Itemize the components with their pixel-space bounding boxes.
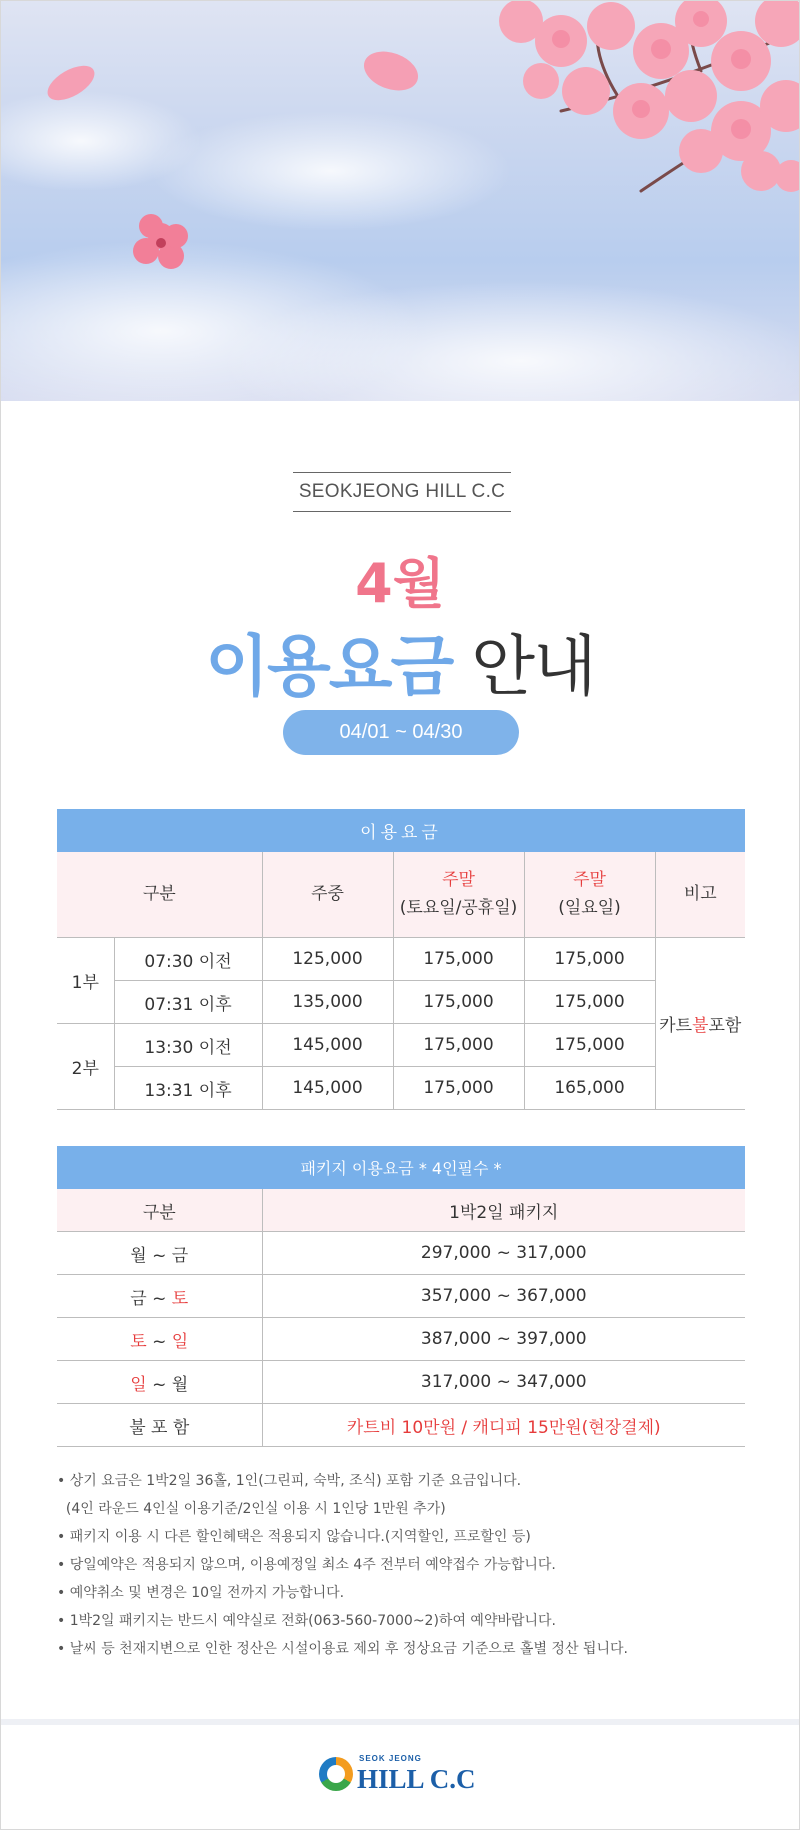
- logo-big-text: HILL C.C: [357, 1764, 476, 1794]
- note-line: • 1박2일 패키지는 반드시 예약실로 전화(063-560-7000~2)하여 예약바랍니다.: [57, 1613, 557, 1629]
- excluded-label: 불 포 함: [57, 1404, 262, 1447]
- rate-note-cell: [655, 938, 745, 1110]
- package-price: 387,000 ~ 397,000: [262, 1318, 745, 1361]
- rate-header-weekday: 주중: [262, 852, 393, 938]
- package-price: 357,000 ~ 367,000: [262, 1275, 745, 1318]
- day-sep: ~: [146, 1245, 172, 1266]
- brand-label: SEOKJEONG HILL C.C: [293, 472, 511, 512]
- weekday-price: 145,000: [262, 1024, 393, 1067]
- sun-price: 175,000: [524, 938, 655, 981]
- page-title: [1, 613, 799, 708]
- day-to: 일: [171, 1331, 189, 1352]
- sat-price: 175,000: [393, 1024, 524, 1067]
- day-from: 일: [130, 1374, 147, 1395]
- package-table-caption: 패키지 이용요금 * 4인필수 *: [57, 1147, 745, 1189]
- table-row: [57, 1232, 745, 1275]
- table-row: [57, 981, 745, 1024]
- sat-price: 175,000: [393, 1067, 524, 1110]
- logo-ring-icon: [319, 1757, 353, 1791]
- day-sep: ~: [146, 1288, 172, 1309]
- rate-header-sun-label: 주말: [573, 870, 606, 891]
- package-header-category: 구분: [57, 1189, 262, 1232]
- footer-logo: [319, 1753, 489, 1797]
- rate-header-note: 비고: [655, 852, 745, 938]
- part-label: 2부: [57, 1024, 114, 1110]
- note-line: • 당일예약은 적용되지 않으며, 이용예정일 최소 4주 전부터 예약접수 가능합니다.: [57, 1557, 556, 1573]
- title-highlight: 이용요금: [205, 628, 453, 705]
- period-badge: 04/01 ~ 04/30: [283, 710, 519, 755]
- sun-price: 175,000: [524, 981, 655, 1024]
- title-rest: 안내: [471, 628, 595, 705]
- day-from: 금: [130, 1288, 147, 1309]
- sat-price: 175,000: [393, 938, 524, 981]
- note-pre: 카트: [659, 1016, 693, 1036]
- package-price: 317,000 ~ 347,000: [262, 1361, 745, 1404]
- day-from: 토: [130, 1331, 147, 1352]
- day-sep: ~: [146, 1331, 172, 1352]
- note-line: • 패키지 이용 시 다른 할인혜택은 적용되지 않습니다.(지역할인, 프로할인 등): [57, 1529, 531, 1545]
- package-days: [57, 1275, 262, 1318]
- rate-header-category: 구분: [57, 852, 262, 938]
- rate-table: [57, 809, 745, 1110]
- weekday-price: 145,000: [262, 1067, 393, 1110]
- footer-divider: [1, 1719, 799, 1725]
- notes-list: [57, 1467, 747, 1663]
- time-cell: 07:30 이전: [114, 938, 262, 981]
- package-days: [57, 1361, 262, 1404]
- table-row: [57, 1067, 745, 1110]
- note-highlight: 불: [692, 1016, 709, 1036]
- rate-header-sat-sub: (토요일/공휴일): [399, 897, 518, 918]
- day-to: 금: [171, 1245, 189, 1266]
- day-to: 토: [171, 1288, 189, 1309]
- package-header-package: 1박2일 패키지: [262, 1189, 745, 1232]
- table-row: [57, 1318, 745, 1361]
- excluded-value: 카트비 10만원 / 캐디피 15만원(현장결제): [262, 1404, 745, 1447]
- sun-price: 175,000: [524, 1024, 655, 1067]
- rate-header-sun: [524, 852, 655, 938]
- package-days: [57, 1232, 262, 1275]
- weekday-price: 135,000: [262, 981, 393, 1024]
- rate-table-caption: 이용요금: [57, 810, 745, 852]
- package-days: [57, 1318, 262, 1361]
- time-cell: 13:30 이전: [114, 1024, 262, 1067]
- package-price: 297,000 ~ 317,000: [262, 1232, 745, 1275]
- cherry-blossom-illustration: [1, 1, 799, 401]
- note-line: (4인 라운드 4인실 이용기준/2인실 이용 시 1인당 1만원 추가): [57, 1501, 446, 1517]
- table-row: [57, 1024, 745, 1067]
- time-cell: 07:31 이후: [114, 981, 262, 1024]
- day-sep: ~: [146, 1374, 172, 1395]
- month-heading: 4월: [355, 552, 445, 615]
- hero-banner: [1, 1, 799, 401]
- package-table: [57, 1146, 745, 1447]
- note-line: • 상기 요금은 1박2일 36홀, 1인(그린피, 숙박, 조식) 포함 기준 요금입니다.: [57, 1473, 522, 1489]
- sat-price: 175,000: [393, 981, 524, 1024]
- note-line: • 날씨 등 천재지변으로 인한 정산은 시설이용료 제외 후 정상요금 기준으로 홀별 정산 됩니다.: [57, 1641, 628, 1657]
- logo-small-text: SEOK JEONG: [359, 1754, 422, 1763]
- table-row: [57, 1404, 745, 1447]
- table-row: [57, 1275, 745, 1318]
- part-label: 1부: [57, 938, 114, 1024]
- time-cell: 13:31 이후: [114, 1067, 262, 1110]
- sun-price: 165,000: [524, 1067, 655, 1110]
- weekday-price: 125,000: [262, 938, 393, 981]
- note-line: • 예약취소 및 변경은 10일 전까지 가능합니다.: [57, 1585, 345, 1601]
- rate-header-sat-label: 주말: [442, 870, 475, 891]
- day-from: 월: [130, 1245, 147, 1266]
- rate-header-sun-sub: (일요일): [558, 897, 621, 918]
- note-post: 포함: [708, 1016, 742, 1036]
- rate-header-sat: [393, 852, 524, 938]
- table-row: [57, 938, 745, 981]
- day-to: 월: [171, 1374, 189, 1395]
- table-row: [57, 1361, 745, 1404]
